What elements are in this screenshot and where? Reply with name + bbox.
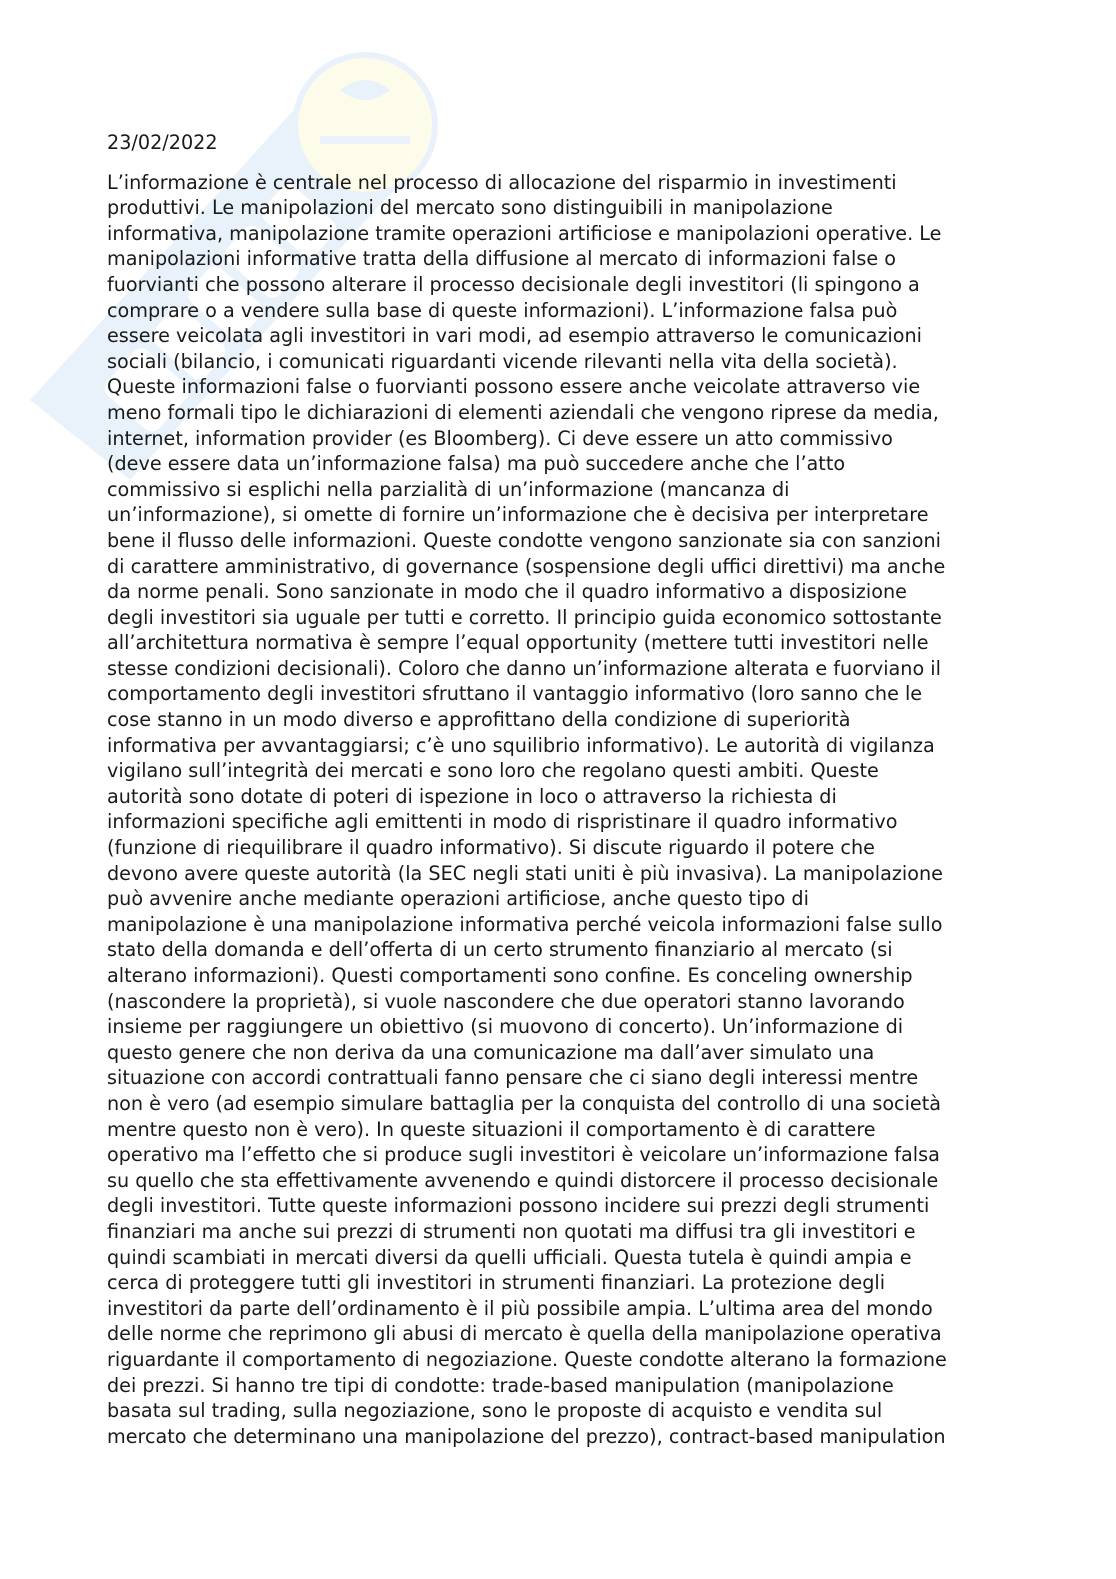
document-content: [107, 130, 1007, 1449]
document-date: 23/02/2022: [107, 131, 218, 154]
document-body-text: L’informazione è centrale nel processo di allocazione del risparmio in investimenti produttivi. Le manipolazioni del mercato sono distinguibili in manipolazione informativa, manipolazione tramite operazioni artificiose e manipolazioni operative. Le manipolazioni informative tratta della diffusione al mercato di informazioni false o fuorvianti che possono alterare il processo decisionale degli investitori (li spingono a comprare o a vendere sulla base di queste informazioni). L’informazione falsa può essere veicolata agli investitori in vari modi, ad esempio attraverso le comunicazioni sociali (bilancio, i comunicati riguardanti vicende rilevanti nella vita della società). Queste informazioni false o fuorvianti possono essere anche veicolate attraverso vie meno formali tipo le dichiarazioni di elementi aziendali che vengono riprese da media, internet, information provider (es Bloomberg). Ci deve essere un atto commissivo (deve essere data un’informazione falsa) ma può succedere anche che l’atto commissivo si esplichi nella parzialità di un’informazione (mancanza di un’informazione), si omette di fornire un’informazione che è decisiva per interpretare bene il flusso delle informazioni. Queste condotte vengono sanzionate sia con sanzioni di carattere amministrativo, di governance (sospensione degli uffici direttivi) ma anche da norme penali. Sono sanzionate in modo che il quadro informativo a disposizione degli investitori sia uguale per tutti e corretto. Il principio guida economico sottostante all’architettura normativa è sempre l’equal opportunity (mettere tutti investitori nelle stesse condizioni decisionali). Coloro che danno un’informazione alterata e fuorviano il comportamento degli investitori sfruttano il vantaggio informativo (loro sanno che le cose stanno in un modo diverso e approfittano della condizione di superiorità informativa per avvantaggiarsi; c’è uno squilibrio informativo). Le autorità di vigilanza vigilano sull’integrità dei mercati e sono loro che regolano questi ambiti. Queste autorità sono dotate di poteri di ispezione in loco o attraverso la richiesta di informazioni specifiche agli emittenti in modo di rispristinare il quadro informativo (funzione di riequilibrare il quadro informativo). Si discute riguardo il potere che devono avere queste autorità (la SEC negli stati uniti è più invasiva). La manipolazione può avvenire anche mediante operazioni artificiose, anche questo tipo di manipolazione è una manipolazione informativa perché veicola informazioni false sullo stato della domanda e dell’offerta di un certo strumento finanziario al mercato (si alterano informazioni). Questi comportamenti sono confine. Es conceling ownership (nascondere la proprietà), si vuole nascondere che due operatori stanno lavorando insieme per raggiungere un obiettivo (si muovono di concerto). Un’informazione di questo genere che non deriva da una comunicazione ma dall’aver simulato una situazione con accordi contrattuali fanno pensare che ci siano degli interessi mentre non è vero (ad esempio simulare battaglia per la conquista del controllo di una società mentre questo non è vero). In queste situazioni il comportamento è di carattere operativo ma l’effetto che si produce sugli investitori è veicolare un’informazione falsa su quello che sta effettivamente avvenendo e quindi distorcere il processo decisionale degli investitori. Tutte queste informazioni possono incidere sui prezzi degli strumenti finanziari ma anche sui prezzi di strumenti non quotati ma diffusi tra gli investitori e quindi scambiati in mercati diversi da quelli ufficiali. Questa tutela è quindi ampia e cerca di proteggere tutti gli investitori in strumenti finanziari. La protezione degli investitori da parte dell’ordinamento è il più possibile ampia. L’ultima area del mondo delle norme che reprimono gli abusi di mercato è quella della manipolazione operativa riguardante il comportamento di negoziazione. Queste condotte alterano la formazione dei prezzi. Si hanno tre tipi di condotte: trade-based manipulation (manipolazione basata sul trading, sulla negoziazione, sono le proposte di acquisto e vendita sul mercato che determinano una manipolazione del prezzo), contract-based manipulation: [107, 170, 947, 1448]
